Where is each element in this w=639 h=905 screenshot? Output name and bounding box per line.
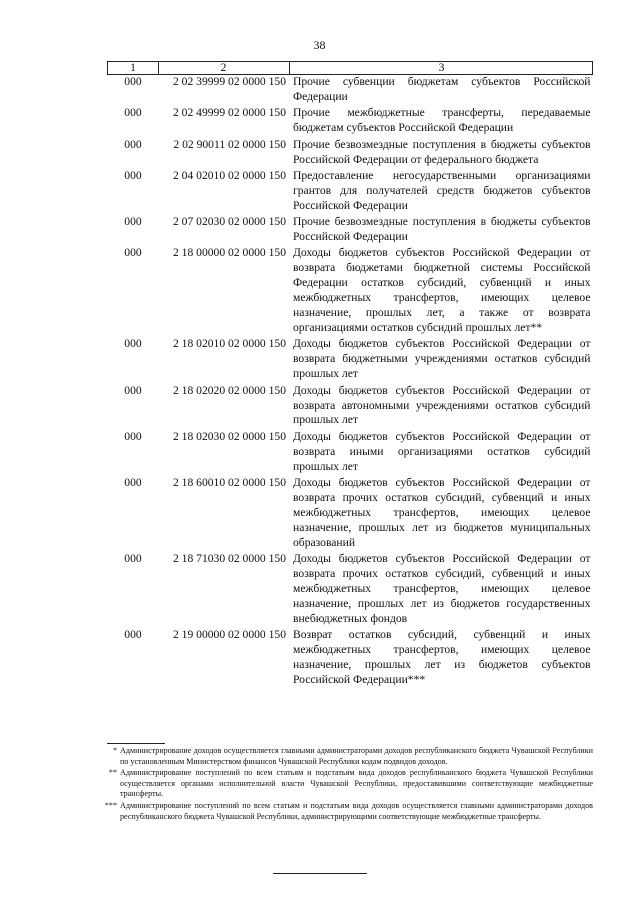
- table-header-row: [108, 62, 593, 75]
- table-row: [108, 215, 593, 246]
- revenue-code-cell: 2 02 39999 02 0000 150: [172, 75, 286, 88]
- revenue-name-cell: Прочие субвенции бюджетам субъектов Российской Федерации: [293, 75, 591, 103]
- footnote-separator: [107, 743, 165, 744]
- revenue-code-cell: 2 07 02030 02 0000 150: [172, 215, 286, 229]
- revenue-name-cell: Доходы бюджетов субъектов Российской Федерации от возврата бюджетами бюджетной системы Российской Федерации остатков субсидий, субвенций и иных межбюджетных трансфертов, имеющих целевое назначение, прошлых лет, а также от возврата организациями остатков субсидий прошлых лет**: [293, 246, 591, 334]
- admin-code-cell: 000: [124, 246, 142, 260]
- revenue-code-cell: 2 18 60010 02 0000 150: [172, 476, 286, 490]
- footnote-mark: **: [108, 768, 117, 778]
- revenue-code-cell: 2 18 00000 02 0000 150: [172, 246, 286, 260]
- table-row: [108, 106, 593, 137]
- table-row: [108, 169, 593, 215]
- admin-code-cell: 000: [124, 337, 142, 351]
- footnote-text: Администрирование доходов осуществляется главными администраторами доходов республиканского бюджета Чувашской Республики по установленным Министерством финансов Чувашской Республики кодам подвидов доходов.: [120, 746, 593, 766]
- admin-code-cell: 000: [124, 429, 142, 443]
- revenue-name-cell: Прочие межбюджетные трансферты, передаваемые бюджетам субъектов Российской Федерации: [293, 106, 591, 135]
- revenue-name-cell: Возврат остатков субсидий, субвенций и иных межбюджетных трансфертов, имеющих целевое назначение, прошлых лет из бюджетов субъектов Российской Федерации***: [293, 628, 591, 686]
- revenue-code-cell: 2 18 02010 02 0000 150: [172, 337, 286, 351]
- revenue-name-cell: Предоставление негосударственными организациями грантов для получателей средств бюджетов субъектов Российской Федерации: [293, 168, 591, 212]
- column-header-3: 3: [290, 62, 593, 75]
- admin-code-cell: 000: [124, 168, 142, 182]
- footnote-text: Администрирование поступлений по всем статьям и подстатьям вида доходов республиканского бюджета Чувашской Республики осуществляется органами исполнительной власти Чувашской Республики, предоставившими соответствующие межбюджетные трансферты.: [120, 768, 593, 799]
- footnote-text: Администрирование поступлений по всем статьям и подстатьям вида доходов осуществляется главными администраторами доходов республиканского бюджета Чувашской Республики, администрирующими соответствующие межбюджетные трансферты.: [120, 800, 593, 821]
- admin-code-cell: 000: [124, 106, 142, 120]
- footnotes: [104, 746, 593, 823]
- revenue-code-cell: 2 18 71030 02 0000 150: [172, 552, 286, 566]
- revenue-name-cell: Доходы бюджетов субъектов Российской Федерации от возврата автономными учреждениями остатков субсидий прошлых лет: [293, 383, 591, 427]
- revenue-code-cell: 2 02 90011 02 0000 150: [173, 137, 286, 151]
- table-row: [108, 384, 593, 430]
- footnote: [107, 746, 593, 767]
- table-row: [108, 75, 593, 107]
- page-end-rule: [273, 873, 367, 874]
- table-row: [108, 430, 593, 476]
- admin-code-cell: 000: [124, 383, 142, 397]
- table-row: [108, 552, 593, 628]
- revenue-name-cell: Доходы бюджетов субъектов Российской Федерации от возврата иными организациями остатков субсидий прошлых лет: [293, 429, 591, 473]
- revenue-code-cell: 2 19 00000 02 0000 150: [172, 628, 286, 642]
- revenue-name-cell: Доходы бюджетов субъектов Российской Федерации от возврата прочих остатков субсидий, субвенций и иных межбюджетных трансфертов, имеющих целевое назначение, прошлых лет из бюджетов муниципальных образований: [293, 476, 591, 549]
- footnote: [104, 800, 593, 822]
- revenue-code-cell: 2 18 02030 02 0000 150: [172, 429, 286, 443]
- admin-code-cell: 000: [124, 476, 142, 490]
- revenue-name-cell: Прочие безвозмездные поступления в бюджеты субъектов Российской Федерации от федерального бюджета: [293, 137, 591, 166]
- footnote-mark: *: [112, 746, 117, 755]
- revenue-name-cell: Доходы бюджетов субъектов Российской Федерации от возврата прочих остатков субсидий, субвенций и иных межбюджетных трансфертов, имеющих целевое назначение, прошлых лет из бюджетов государственных внебюджетных фондов: [293, 552, 591, 625]
- revenue-name-cell: Доходы бюджетов субъектов Российской Федерации от возврата бюджетными учреждениями остатков субсидий прошлых лет: [293, 337, 591, 381]
- table-row: [108, 246, 593, 337]
- column-header-2: 2: [159, 62, 290, 75]
- page-number: 38: [313, 38, 326, 52]
- footnote-mark: ***: [104, 800, 117, 810]
- revenue-code-cell: 2 04 02010 02 0000 150: [172, 168, 286, 182]
- table-row: [108, 337, 593, 383]
- revenue-code-cell: 2 02 49999 02 0000 150: [172, 106, 286, 120]
- revenue-code-cell: 2 18 02020 02 0000 150: [172, 383, 286, 397]
- admin-code-cell: 000: [124, 75, 142, 88]
- admin-code-cell: 000: [124, 628, 142, 642]
- table-row: [108, 138, 593, 169]
- column-header-1: 1: [108, 62, 159, 75]
- table-row: [108, 476, 593, 552]
- footnote: [107, 768, 593, 800]
- revenue-name-cell: Прочие безвозмездные поступления в бюджеты субъектов Российской Федерации: [293, 215, 591, 244]
- revenue-codes-table: [107, 61, 593, 689]
- table-row: [108, 628, 593, 689]
- admin-code-cell: 000: [124, 552, 142, 566]
- admin-code-cell: 000: [124, 215, 142, 229]
- admin-code-cell: 000: [124, 137, 142, 151]
